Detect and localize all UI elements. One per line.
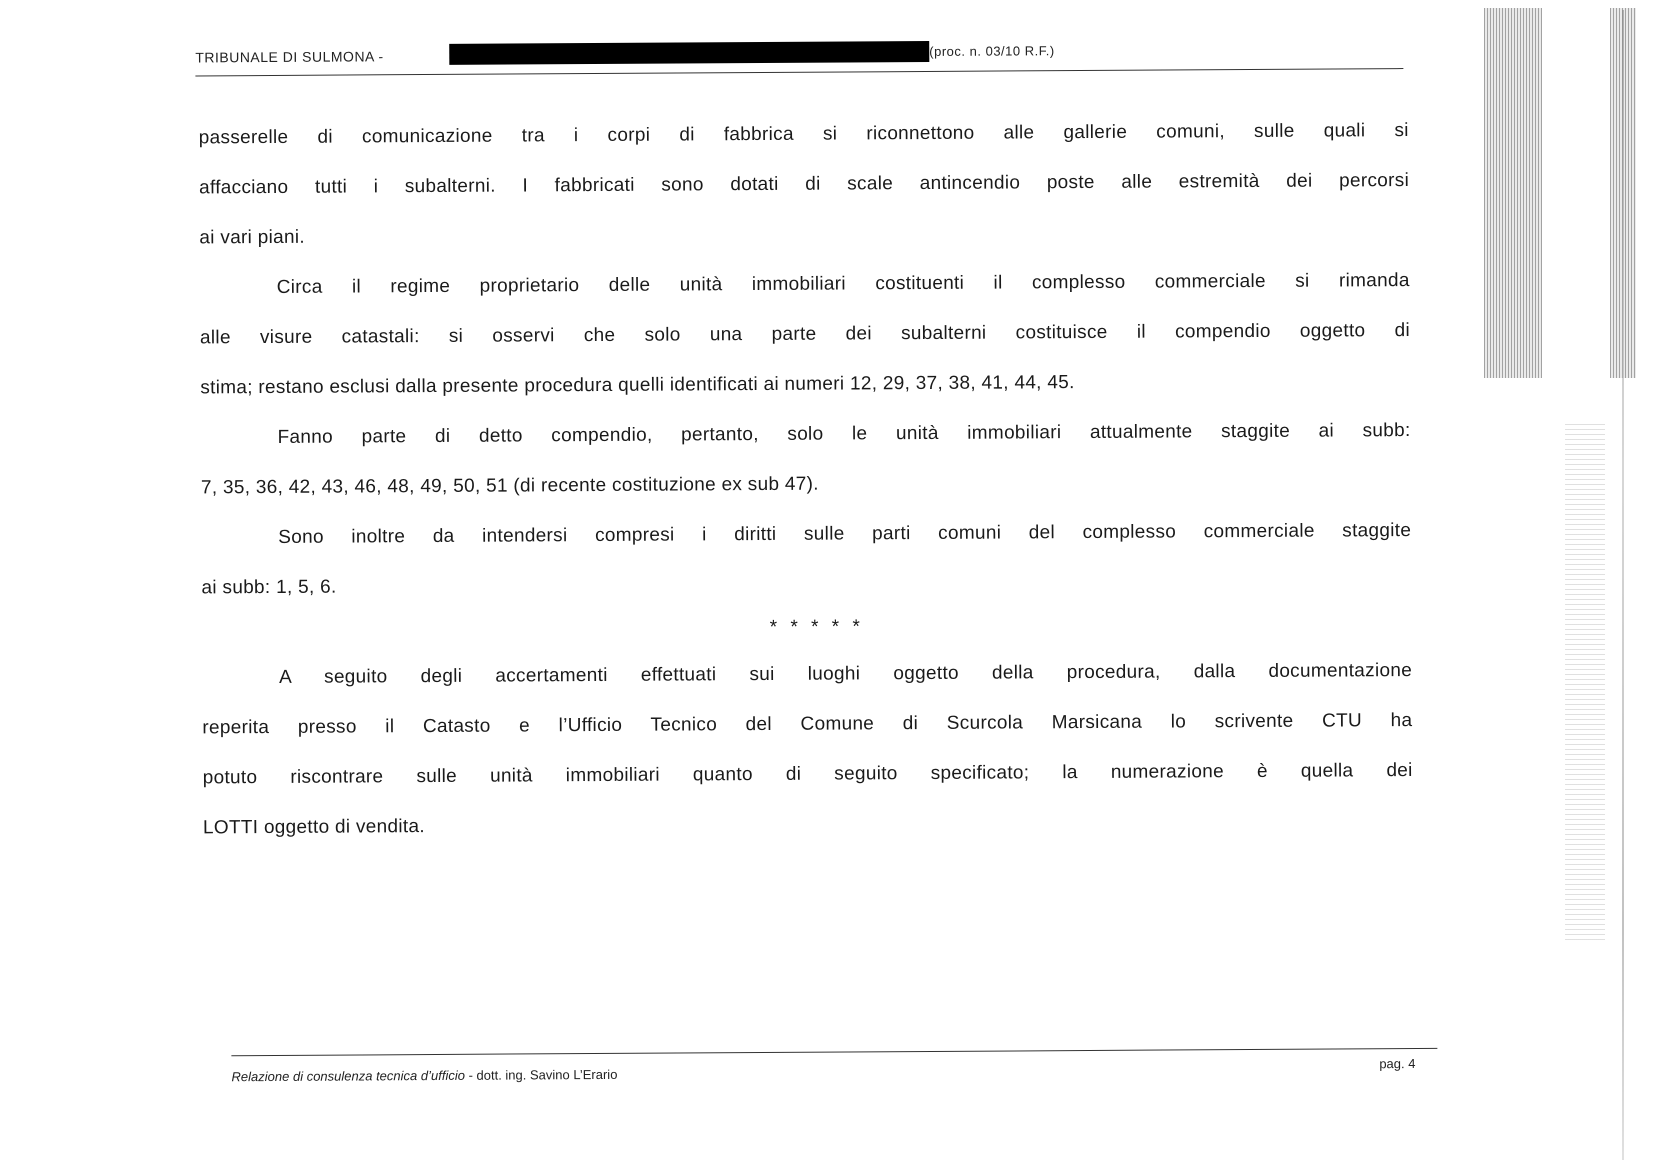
paragraph	[202, 646, 1413, 853]
text-line: passerelle di comunicazione tra i corpi di fabbrica si riconnettono alle gallerie comuni, sulle quali si	[198, 120, 1409, 149]
text-line: Circa il regime proprietario delle unità immobiliari costituenti il complesso commerciale si rimanda	[276, 270, 1410, 298]
footer-title: Relazione di consulenza tecnica d’ufficio	[231, 1067, 465, 1085]
footer-rule	[231, 1048, 1437, 1056]
text-line: stima; restano esclusi dalla presente procedura quelli identificati ai numeri 12, 29, 37, 38, 41, 44, 45.	[200, 372, 1075, 399]
text-line: ai subb: 1, 5, 6.	[201, 576, 337, 599]
scan-artifact	[1484, 8, 1542, 378]
page-header	[195, 34, 1403, 75]
header-rule	[195, 68, 1403, 76]
text-line: 7, 35, 36, 42, 43, 46, 48, 49, 50, 51 (di recente costituzione ex sub 47).	[200, 473, 819, 499]
paragraph	[201, 506, 1412, 613]
header-proc-number: (proc. n. 03/10 R.F.)	[929, 43, 1055, 59]
page-number: pag. 4	[1379, 1056, 1416, 1072]
text-line: A seguito degli accertamenti effettuati sui luoghi oggetto della procedura, dalla documentazione	[279, 660, 1413, 688]
scan-artifact	[1622, 10, 1624, 1160]
text-line: Sono inoltre da intendersi compresi i diritti sulle parti comuni del complesso commerciale staggite	[278, 520, 1412, 548]
text-line: Fanno parte di detto compendio, pertanto, solo le unità immobiliari attualmente staggite ai subb:	[277, 420, 1411, 448]
paragraph	[200, 406, 1411, 513]
text-line: reperita presso il Catasto e l’Ufficio Tecnico del Comune di Scurcola Marsicana lo scrivente CTU ha	[202, 710, 1413, 739]
paragraph	[199, 106, 1410, 263]
footer-author: - dott. ing. Savino L’Erario	[464, 1066, 618, 1083]
text-line: ai vari piani.	[199, 226, 306, 249]
document-body	[199, 106, 1413, 853]
section-separator: * * * * *	[769, 616, 864, 638]
scan-artifact	[1565, 420, 1605, 940]
text-line: LOTTI oggetto di vendita.	[202, 816, 425, 839]
page-footer	[231, 1048, 1437, 1095]
text-line: alle visure catastali: si osservi che solo una parte dei subalterni costituisce il compendio oggetto di	[199, 320, 1411, 349]
text-line: potuto riscontrare sulle unità immobiliari quanto di seguito specificato; la numerazione è quella dei	[202, 760, 1413, 789]
paragraph	[200, 256, 1411, 413]
footer-caption	[231, 1067, 617, 1084]
header-court: TRIBUNALE DI SULMONA -	[195, 48, 384, 66]
redaction-bar	[449, 41, 929, 65]
text-line: affacciano tutti i subalterni. I fabbricati sono dotati di scale antincendio poste alle estremità dei percorsi	[199, 170, 1410, 199]
